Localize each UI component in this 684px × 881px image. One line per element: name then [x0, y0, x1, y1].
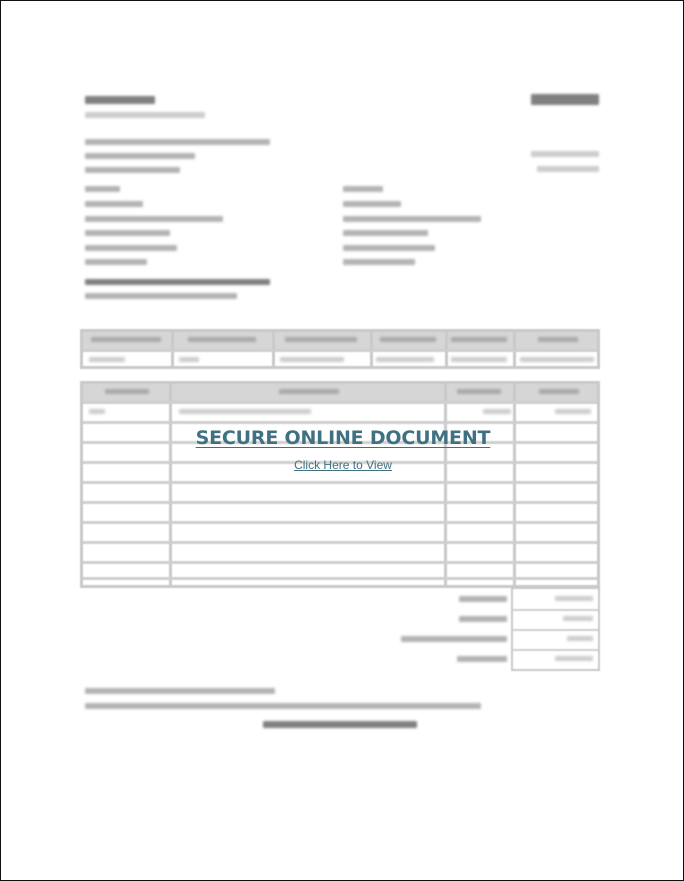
header-cell-blurred	[279, 389, 339, 394]
bill-to-line-blurred	[85, 245, 177, 251]
header-cell-blurred	[457, 389, 501, 394]
row-divider	[83, 349, 597, 352]
header-cell-blurred	[539, 389, 579, 394]
column-divider	[169, 384, 172, 585]
row-divider	[83, 577, 597, 580]
invoice-date-blurred	[537, 166, 599, 172]
comments-heading-blurred	[85, 279, 270, 285]
order-info-cell-blurred	[376, 357, 434, 362]
ship-to-label-blurred	[343, 186, 383, 192]
totals-label-blurred	[459, 596, 507, 602]
line-items-header-row	[83, 384, 597, 401]
order-info-cell-blurred	[179, 357, 199, 362]
footer-line-blurred	[85, 688, 275, 694]
column-divider	[513, 384, 516, 585]
ship-to-line-blurred	[343, 245, 435, 251]
ship-to-line-blurred	[343, 259, 415, 265]
line-item-cell-blurred	[89, 409, 105, 414]
footer-thanks-blurred	[263, 721, 417, 728]
totals-value-blurred	[555, 656, 593, 661]
ship-to-line-blurred	[343, 216, 481, 222]
row-divider	[83, 541, 597, 544]
company-address-line-blurred	[85, 167, 180, 173]
bill-to-line-blurred	[85, 259, 147, 265]
invoice-number-blurred	[531, 151, 599, 157]
totals-values-box	[511, 587, 600, 671]
row-divider	[83, 481, 597, 484]
header-cell-blurred	[91, 337, 161, 342]
header-cell-blurred	[285, 337, 357, 342]
order-info-cell-blurred	[451, 357, 507, 362]
row-divider	[83, 561, 597, 564]
company-address-line-blurred	[85, 153, 195, 159]
company-name-blurred	[85, 96, 155, 104]
ship-to-line-blurred	[343, 230, 428, 236]
order-info-cell-blurred	[520, 357, 594, 362]
header-cell-blurred	[538, 337, 578, 342]
header-cell-blurred	[380, 337, 436, 342]
footer-line-blurred	[85, 703, 481, 709]
totals-value-blurred	[555, 596, 593, 601]
totals-value-blurred	[567, 636, 593, 641]
totals-label-blurred	[457, 656, 507, 662]
order-info-cell-blurred	[89, 357, 125, 362]
totals-label-blurred	[459, 616, 507, 622]
bill-to-line-blurred	[85, 230, 170, 236]
line-items-table	[80, 381, 600, 588]
view-document-link[interactable]: Click Here to View	[294, 458, 392, 472]
row-divider	[83, 421, 597, 424]
row-divider	[83, 521, 597, 524]
line-item-cell-blurred	[483, 409, 511, 414]
header-cell-blurred	[451, 337, 507, 342]
ship-to-line-blurred	[343, 201, 401, 207]
line-item-cell-blurred	[179, 409, 311, 414]
row-divider	[83, 401, 597, 404]
column-divider	[444, 384, 447, 585]
header-cell-blurred	[188, 337, 256, 342]
bill-to-line-blurred	[85, 216, 223, 222]
order-info-cell-blurred	[280, 357, 344, 362]
line-item-cell-blurred	[555, 409, 591, 414]
row-divider	[513, 649, 598, 651]
company-slogan-blurred	[85, 112, 205, 118]
totals-value-blurred	[563, 616, 593, 621]
bill-to-label-blurred	[85, 186, 120, 192]
row-divider	[513, 629, 598, 631]
bill-to-line-blurred	[85, 201, 143, 207]
row-divider	[83, 501, 597, 504]
header-cell-blurred	[105, 389, 149, 394]
company-address-line-blurred	[85, 139, 270, 145]
secure-document-title: SECURE ONLINE DOCUMENT	[195, 427, 491, 449]
order-info-table	[80, 329, 600, 369]
invoice-heading-blurred	[531, 94, 599, 105]
totals-label-blurred	[401, 636, 507, 642]
row-divider	[513, 609, 598, 611]
comments-text-blurred	[85, 293, 237, 299]
